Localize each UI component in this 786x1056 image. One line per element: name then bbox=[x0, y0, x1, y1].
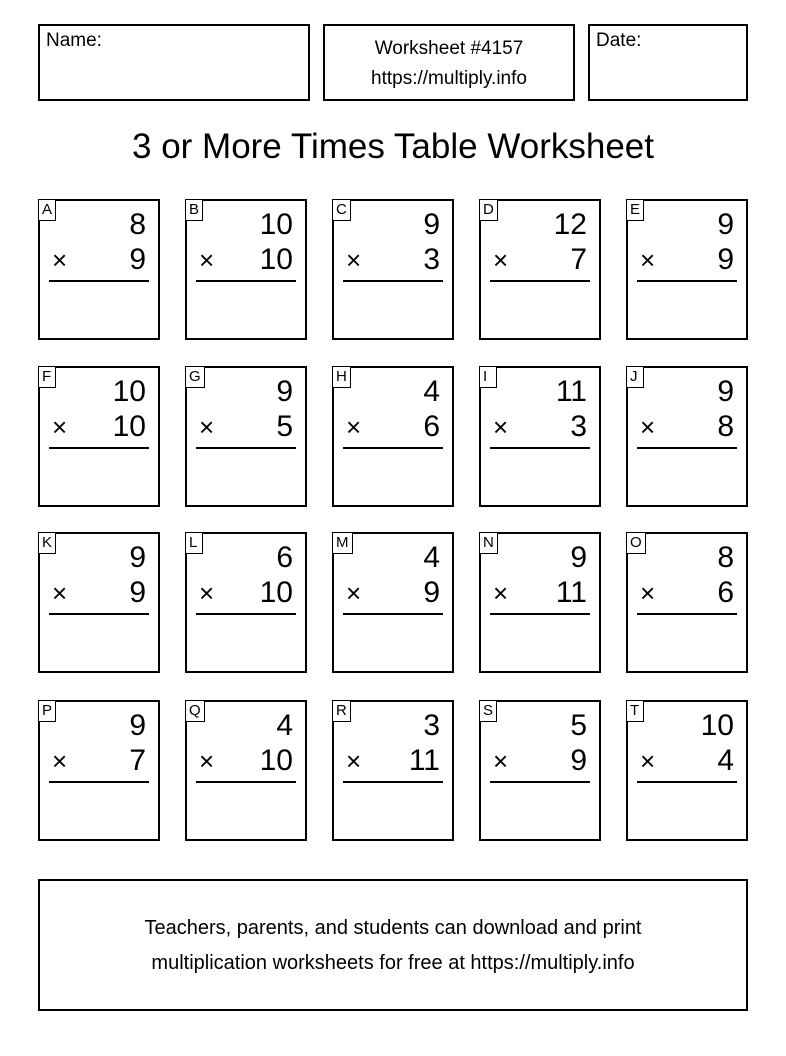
times-sign: × bbox=[199, 412, 215, 442]
problem-bottom-number: 8 bbox=[717, 410, 734, 443]
problem-cell[interactable] bbox=[185, 199, 307, 340]
times-sign: × bbox=[640, 746, 656, 776]
times-sign: × bbox=[199, 746, 215, 776]
times-sign: × bbox=[199, 245, 215, 275]
problem-top-number: 4 bbox=[276, 709, 293, 742]
problem-letter: K bbox=[38, 532, 56, 554]
footer-line-2: multiplication worksheets for free at https://multiply.info bbox=[151, 952, 635, 974]
problem-bottom-number: 7 bbox=[129, 744, 146, 777]
answer-line bbox=[637, 280, 737, 282]
problem-top-number: 9 bbox=[423, 208, 440, 241]
footer-line-1: Teachers, parents, and students can download and print bbox=[144, 917, 642, 939]
worksheet-info-box bbox=[323, 24, 575, 101]
problem-top-number: 4 bbox=[423, 541, 440, 574]
problem-cell[interactable] bbox=[38, 199, 160, 340]
answer-line bbox=[49, 613, 149, 615]
problem-top-number: 9 bbox=[129, 541, 146, 574]
answer-line bbox=[637, 613, 737, 615]
problem-letter: M bbox=[332, 532, 353, 554]
problem-cell[interactable] bbox=[38, 532, 160, 673]
times-sign: × bbox=[199, 578, 215, 608]
problem-cell[interactable] bbox=[185, 366, 307, 507]
problem-bottom-number: 10 bbox=[259, 576, 293, 609]
answer-line bbox=[196, 613, 296, 615]
times-sign: × bbox=[346, 412, 362, 442]
problem-top-number: 10 bbox=[259, 208, 293, 241]
problem-bottom-number: 3 bbox=[570, 410, 587, 443]
problem-letter: A bbox=[38, 199, 56, 221]
answer-line bbox=[196, 447, 296, 449]
problem-top-number: 9 bbox=[276, 375, 293, 408]
problem-cell[interactable] bbox=[332, 700, 454, 841]
problem-letter: H bbox=[332, 366, 351, 388]
problem-top-number: 9 bbox=[129, 709, 146, 742]
problem-letter: L bbox=[185, 532, 203, 554]
problem-bottom-number: 10 bbox=[259, 744, 293, 777]
problem-letter: D bbox=[479, 199, 498, 221]
answer-line bbox=[637, 781, 737, 783]
problem-bottom-number: 9 bbox=[717, 243, 734, 276]
answer-line bbox=[343, 781, 443, 783]
problem-bottom-number: 10 bbox=[112, 410, 146, 443]
problem-cell[interactable] bbox=[185, 700, 307, 841]
problem-letter: N bbox=[479, 532, 498, 554]
answer-line bbox=[196, 781, 296, 783]
problem-bottom-number: 9 bbox=[129, 576, 146, 609]
problem-bottom-number: 5 bbox=[276, 410, 293, 443]
times-sign: × bbox=[52, 578, 68, 608]
problem-letter: O bbox=[626, 532, 646, 554]
answer-line bbox=[343, 447, 443, 449]
problem-top-number: 9 bbox=[570, 541, 587, 574]
problem-letter: Q bbox=[185, 700, 205, 722]
problem-letter: S bbox=[479, 700, 497, 722]
problem-top-number: 9 bbox=[717, 375, 734, 408]
times-sign: × bbox=[52, 245, 68, 275]
problem-bottom-number: 7 bbox=[570, 243, 587, 276]
problem-letter: E bbox=[626, 199, 644, 221]
date-label: Date: bbox=[596, 30, 642, 51]
answer-line bbox=[490, 781, 590, 783]
answer-line bbox=[637, 447, 737, 449]
problem-cell[interactable] bbox=[332, 532, 454, 673]
problem-cell[interactable] bbox=[626, 199, 748, 340]
problem-bottom-number: 9 bbox=[570, 744, 587, 777]
problem-cell[interactable] bbox=[479, 366, 601, 507]
times-sign: × bbox=[640, 245, 656, 275]
problem-letter: P bbox=[38, 700, 56, 722]
problem-letter: C bbox=[332, 199, 351, 221]
times-sign: × bbox=[52, 412, 68, 442]
problem-top-number: 9 bbox=[717, 208, 734, 241]
problem-cell[interactable] bbox=[626, 700, 748, 841]
problem-top-number: 12 bbox=[553, 208, 587, 241]
problem-cell[interactable] bbox=[479, 532, 601, 673]
problem-cell[interactable] bbox=[626, 366, 748, 507]
date-field[interactable] bbox=[588, 24, 748, 101]
problem-letter: R bbox=[332, 700, 351, 722]
problem-cell[interactable] bbox=[185, 532, 307, 673]
problem-cell[interactable] bbox=[479, 700, 601, 841]
problem-bottom-number: 11 bbox=[555, 576, 587, 609]
times-sign: × bbox=[493, 746, 509, 776]
times-sign: × bbox=[640, 412, 656, 442]
problem-bottom-number: 10 bbox=[259, 243, 293, 276]
times-sign: × bbox=[346, 578, 362, 608]
problem-cell[interactable] bbox=[38, 700, 160, 841]
problem-letter: I bbox=[479, 366, 497, 388]
problem-letter: J bbox=[626, 366, 644, 388]
problem-top-number: 4 bbox=[423, 375, 440, 408]
problem-cell[interactable] bbox=[38, 366, 160, 507]
problem-bottom-number: 11 bbox=[408, 744, 440, 777]
times-sign: × bbox=[493, 245, 509, 275]
problem-bottom-number: 4 bbox=[717, 744, 734, 777]
problem-bottom-number: 6 bbox=[717, 576, 734, 609]
problem-top-number: 10 bbox=[112, 375, 146, 408]
answer-line bbox=[49, 781, 149, 783]
answer-line bbox=[490, 447, 590, 449]
problem-letter: G bbox=[185, 366, 205, 388]
problem-top-number: 11 bbox=[555, 375, 587, 408]
page-title: 3 or More Times Table Worksheet bbox=[132, 127, 654, 166]
answer-line bbox=[49, 447, 149, 449]
problem-bottom-number: 6 bbox=[423, 410, 440, 443]
problem-top-number: 8 bbox=[129, 208, 146, 241]
name-label: Name: bbox=[46, 30, 102, 51]
problem-cell[interactable] bbox=[332, 366, 454, 507]
problem-bottom-number: 3 bbox=[423, 243, 440, 276]
times-sign: × bbox=[493, 412, 509, 442]
problem-bottom-number: 9 bbox=[129, 243, 146, 276]
problem-letter: F bbox=[38, 366, 56, 388]
times-sign: × bbox=[493, 578, 509, 608]
problem-top-number: 8 bbox=[717, 541, 734, 574]
problem-top-number: 6 bbox=[276, 541, 293, 574]
answer-line bbox=[196, 280, 296, 282]
times-sign: × bbox=[640, 578, 656, 608]
problem-letter: T bbox=[626, 700, 644, 722]
answer-line bbox=[490, 613, 590, 615]
footer-note bbox=[38, 879, 748, 1011]
name-field[interactable] bbox=[38, 24, 310, 101]
times-sign: × bbox=[346, 746, 362, 776]
worksheet-id: Worksheet #4157 bbox=[374, 38, 524, 59]
times-sign: × bbox=[346, 245, 362, 275]
site-url[interactable]: https://multiply.info bbox=[371, 68, 527, 89]
times-sign: × bbox=[52, 746, 68, 776]
problem-cell[interactable] bbox=[332, 199, 454, 340]
answer-line bbox=[490, 280, 590, 282]
problem-letter: B bbox=[185, 199, 203, 221]
problem-top-number: 10 bbox=[700, 709, 734, 742]
problem-cell[interactable] bbox=[626, 532, 748, 673]
answer-line bbox=[343, 280, 443, 282]
answer-line bbox=[49, 280, 149, 282]
problem-cell[interactable] bbox=[479, 199, 601, 340]
problem-top-number: 5 bbox=[570, 709, 587, 742]
answer-line bbox=[343, 613, 443, 615]
problem-bottom-number: 9 bbox=[423, 576, 440, 609]
problem-top-number: 3 bbox=[423, 709, 440, 742]
